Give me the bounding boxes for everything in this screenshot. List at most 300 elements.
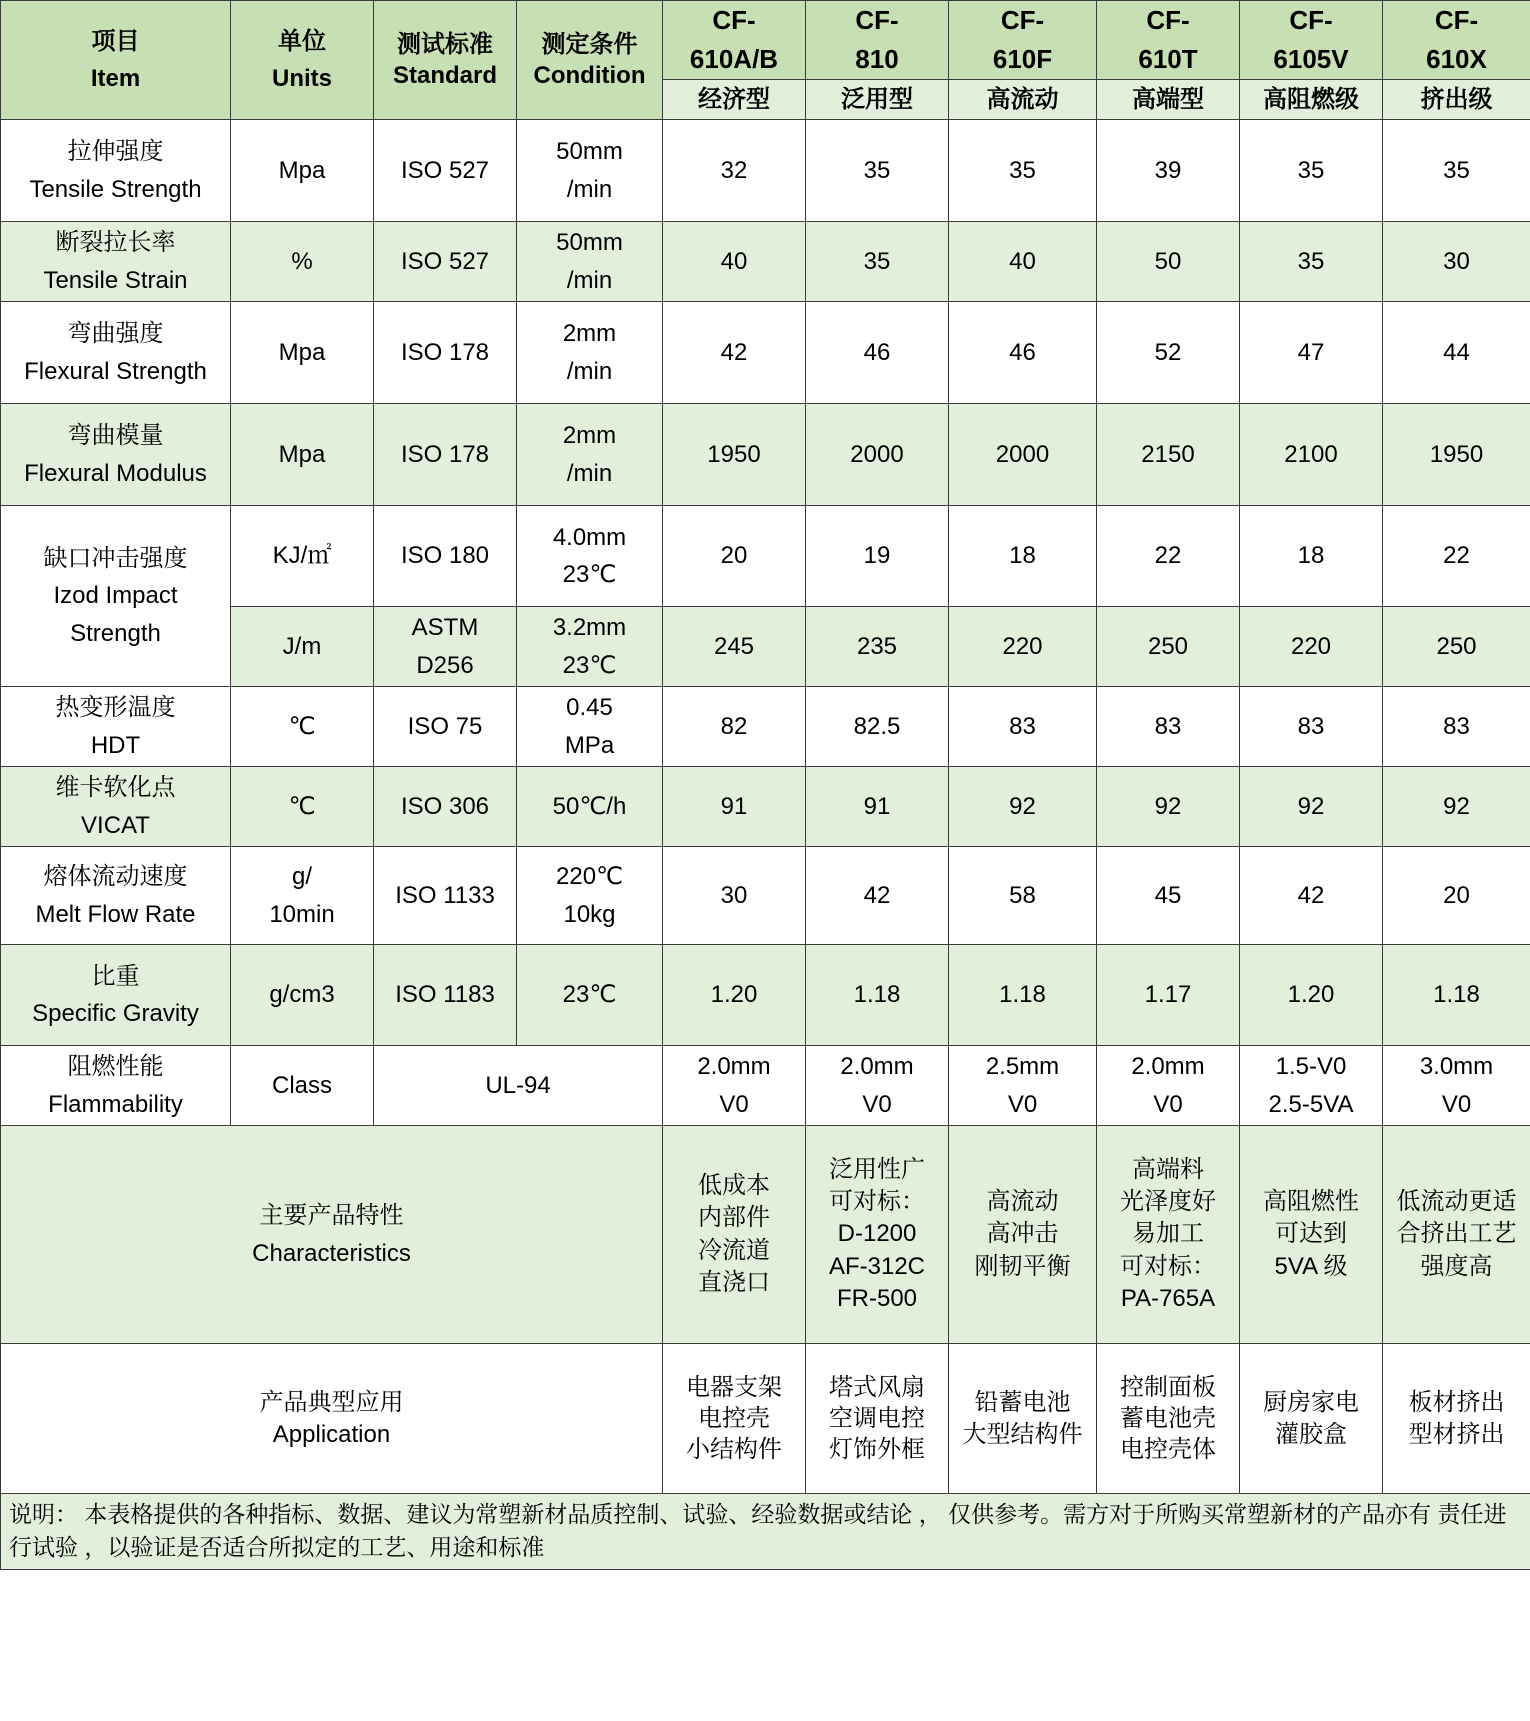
- standard-cell: [374, 120, 517, 222]
- cell-text: 610A/B: [689, 44, 779, 74]
- value-cell: [806, 222, 949, 302]
- cell-text: Item: [90, 65, 141, 92]
- header-product-code: [806, 1, 949, 80]
- value-cell: [1240, 687, 1383, 767]
- cell-text: 40: [720, 247, 748, 275]
- cell-text: 83: [1297, 712, 1325, 740]
- property-row: [1, 222, 1530, 302]
- header-product-grade: [1097, 80, 1240, 120]
- cell-text: 220℃: [556, 863, 623, 891]
- condition-cell: [517, 687, 663, 767]
- cell-text: Standard: [392, 62, 497, 89]
- cell-text: 92: [1443, 792, 1470, 820]
- cell-text: 测试标准: [397, 30, 493, 58]
- cell-text: Specific Gravity: [32, 1000, 199, 1027]
- cell-text: 高端型: [1132, 85, 1204, 113]
- value-cell: [663, 404, 806, 506]
- cell-text: 灯饰外框: [829, 1436, 925, 1464]
- header-units: [231, 1, 374, 120]
- cell-text: 22: [1443, 542, 1470, 570]
- value-cell: [1097, 945, 1240, 1046]
- cell-text: 39: [1154, 156, 1182, 184]
- cell-text: 测定条件: [541, 30, 638, 58]
- cell-text: 46: [1009, 338, 1036, 366]
- cell-text: 电器支架: [686, 1373, 782, 1401]
- characteristics-cell: [1097, 1126, 1240, 1344]
- cell-text: 弯曲模量: [67, 422, 164, 450]
- value-cell: [1383, 222, 1530, 302]
- condition-cell: [517, 847, 663, 945]
- unit-cell: [231, 506, 374, 607]
- cell-text: ISO 527: [400, 247, 490, 275]
- value-cell: [1383, 120, 1530, 222]
- value-cell: [1383, 607, 1530, 687]
- value-cell: [1383, 767, 1530, 847]
- cell-text: 熔体流动速度: [43, 863, 188, 891]
- property-row: [1, 120, 1530, 222]
- property-name: [1, 847, 231, 945]
- cell-text: 82: [720, 712, 748, 740]
- cell-text: 可达到: [1275, 1220, 1347, 1248]
- cell-text: CF-: [1146, 5, 1190, 35]
- cell-text: 灌胶盒: [1275, 1420, 1347, 1448]
- value-cell: [949, 120, 1097, 222]
- cell-text: Mpa: [278, 440, 326, 468]
- value-cell: [949, 222, 1097, 302]
- cell-text: 大型结构件: [962, 1420, 1083, 1448]
- value-cell: [949, 847, 1097, 945]
- value-cell: [949, 404, 1097, 506]
- standard-cell: [374, 847, 517, 945]
- cell-text: 高端料: [1132, 1155, 1204, 1183]
- condition-cell: [517, 945, 663, 1046]
- cell-text: 电控壳体: [1120, 1436, 1216, 1464]
- cell-text: /min: [566, 266, 613, 294]
- cell-text: 低流动更适: [1396, 1187, 1517, 1215]
- value-cell: [949, 945, 1097, 1046]
- unit-cell: [231, 222, 374, 302]
- cell-text: 0.45: [566, 694, 613, 722]
- cell-text: 30: [720, 881, 748, 909]
- value-cell: [949, 767, 1097, 847]
- characteristics-cell: [949, 1126, 1097, 1344]
- value-cell: [1383, 404, 1530, 506]
- value-cell: [663, 945, 806, 1046]
- cell-text: CF-: [855, 5, 899, 35]
- cell-text: 18: [1297, 542, 1325, 570]
- standard-cell: [374, 767, 517, 847]
- cell-text: 83: [1154, 712, 1182, 740]
- header-product-code: [663, 1, 806, 80]
- cell-text: ISO 1183: [395, 981, 495, 1009]
- cell-text: 35: [863, 247, 891, 275]
- cell-text: 50mm: [556, 138, 623, 166]
- value-cell: [663, 222, 806, 302]
- value-cell: [663, 767, 806, 847]
- cell-text: 4.0mm: [552, 523, 627, 551]
- cell-text: g/cm3: [269, 981, 335, 1009]
- value-cell: [663, 847, 806, 945]
- unit-cell: [231, 1046, 374, 1126]
- value-cell: [806, 607, 949, 687]
- value-cell: [1240, 1046, 1383, 1126]
- value-cell: [1097, 404, 1240, 506]
- cell-text: V0: [1007, 1090, 1038, 1118]
- cell-text: 83: [1443, 712, 1470, 740]
- cell-text: 1.17: [1144, 981, 1192, 1009]
- cell-text: 经济型: [698, 85, 770, 113]
- property-row: [1, 302, 1530, 404]
- cell-text: 5VA 级: [1274, 1252, 1348, 1280]
- cell-text: 比重: [91, 962, 140, 990]
- standard-cell: [374, 945, 517, 1046]
- cell-text: 42: [863, 881, 891, 909]
- cell-text: 3.2mm: [552, 614, 627, 642]
- condition-cell: [517, 607, 663, 687]
- cell-text: KJ/㎡: [272, 542, 332, 570]
- header-product-code: [1097, 1, 1240, 80]
- cell-text: Class: [271, 1071, 332, 1099]
- cell-text: V0: [862, 1090, 892, 1118]
- standard-cell: [374, 1046, 663, 1126]
- cell-text: 1.5-V0: [1275, 1053, 1347, 1081]
- cell-text: 20: [1443, 881, 1470, 909]
- property-name: [1, 302, 231, 404]
- condition-cell: [517, 120, 663, 222]
- cell-text: 强度高: [1420, 1252, 1493, 1280]
- cell-text: 10min: [269, 900, 335, 928]
- value-cell: [1383, 687, 1530, 767]
- cell-text: 46: [863, 338, 891, 366]
- characteristics-label: [1, 1126, 663, 1344]
- cell-text: FR-500: [836, 1285, 918, 1313]
- standard-cell: [374, 506, 517, 607]
- value-cell: [1097, 847, 1240, 945]
- cell-text: Tensile Strain: [43, 266, 188, 294]
- unit-cell: [231, 945, 374, 1046]
- condition-cell: [517, 767, 663, 847]
- value-cell: [1240, 847, 1383, 945]
- cell-text: Flexural Modulus: [24, 459, 207, 487]
- application-label: [1, 1344, 663, 1494]
- property-row: [1, 607, 1530, 687]
- value-cell: [1097, 222, 1240, 302]
- cell-text: V0: [1441, 1090, 1472, 1118]
- cell-text: %: [291, 247, 313, 275]
- cell-text: 245: [713, 632, 755, 660]
- characteristics-cell: [1240, 1126, 1383, 1344]
- cell-text: 18: [1009, 542, 1036, 570]
- value-cell: [663, 1046, 806, 1126]
- value-cell: [1097, 1046, 1240, 1126]
- cell-text: /min: [566, 459, 613, 487]
- cell-text: 92: [1154, 792, 1182, 820]
- cell-text: 91: [720, 792, 748, 820]
- condition-cell: [517, 404, 663, 506]
- header-product-grade: [1240, 80, 1383, 120]
- value-cell: [1383, 1046, 1530, 1126]
- standard-cell: [374, 607, 517, 687]
- property-name: [1, 687, 231, 767]
- cell-text: D256: [416, 651, 474, 679]
- cell-text: Application: [272, 1420, 391, 1448]
- cell-text: 19: [863, 542, 891, 570]
- value-cell: [663, 120, 806, 222]
- cell-text: /min: [566, 175, 613, 203]
- cell-text: 光泽度好: [1120, 1187, 1216, 1215]
- cell-text: 拉伸强度: [67, 138, 164, 166]
- cell-text: 20: [720, 542, 748, 570]
- property-row: [1, 767, 1530, 847]
- cell-text: 35: [1009, 156, 1036, 184]
- header-product-grade: [1383, 80, 1530, 120]
- value-cell: [1383, 847, 1530, 945]
- cell-text: 电控壳: [698, 1404, 770, 1432]
- cell-text: 23℃: [562, 981, 617, 1009]
- standard-cell: [374, 302, 517, 404]
- cell-text: 42: [1297, 881, 1325, 909]
- cell-text: 1.20: [710, 981, 758, 1009]
- property-name: [1, 404, 231, 506]
- cell-text: 1.18: [853, 981, 901, 1009]
- cell-text: 92: [1297, 792, 1325, 820]
- cell-text: 阻燃性能: [67, 1053, 164, 1081]
- cell-text: g/: [291, 863, 312, 891]
- header-item: [1, 1, 231, 120]
- header-product-grade: [663, 80, 806, 120]
- cell-text: 2mm: [562, 320, 617, 348]
- cell-text: ℃: [288, 792, 316, 820]
- cell-text: 2mm: [562, 422, 617, 450]
- cell-text: CF-: [712, 5, 756, 35]
- header-product-grade: [949, 80, 1097, 120]
- cell-text: 52: [1154, 338, 1182, 366]
- value-cell: [1097, 120, 1240, 222]
- property-name: [1, 120, 231, 222]
- cell-text: 低成本: [698, 1171, 770, 1199]
- cell-text: V0: [719, 1090, 749, 1118]
- cell-text: 44: [1443, 338, 1470, 366]
- cell-text: 82.5: [853, 712, 901, 740]
- cell-text: 小结构件: [686, 1436, 782, 1464]
- unit-cell: [231, 847, 374, 945]
- cell-text: 2.0mm: [1131, 1053, 1205, 1081]
- application-cell: [806, 1344, 949, 1494]
- cell-text: 92: [1009, 792, 1036, 820]
- cell-text: 塔式风扇: [829, 1373, 925, 1401]
- cell-text: 50mm: [556, 229, 623, 257]
- cell-text: Melt Flow Rate: [35, 900, 196, 928]
- header-standard: [374, 1, 517, 120]
- value-cell: [806, 945, 949, 1046]
- value-cell: [806, 506, 949, 607]
- cell-text: 47: [1297, 338, 1325, 366]
- value-cell: [806, 120, 949, 222]
- value-cell: [1240, 302, 1383, 404]
- cell-text: 高阻燃性: [1263, 1187, 1359, 1215]
- cell-text: D-1200: [837, 1220, 917, 1248]
- property-name: [1, 506, 231, 687]
- cell-text: 35: [1297, 156, 1325, 184]
- cell-text: Tensile Strength: [29, 175, 202, 203]
- cell-text: UL-94: [485, 1071, 551, 1099]
- cell-text: Units: [272, 65, 332, 92]
- cell-text: 铅蓄电池: [974, 1389, 1071, 1417]
- cell-text: 断裂拉长率: [55, 229, 176, 257]
- cell-text: 板材挤出: [1408, 1389, 1505, 1417]
- cell-text: 83: [1009, 712, 1036, 740]
- cell-text: 厨房家电: [1263, 1389, 1359, 1417]
- cell-text: ISO 527: [400, 156, 490, 184]
- cell-text: 高流动: [986, 1187, 1059, 1215]
- header-condition: [517, 1, 663, 120]
- cell-text: CF-: [1289, 5, 1333, 35]
- cell-text: ISO 178: [400, 338, 490, 366]
- standard-cell: [374, 404, 517, 506]
- cell-text: 可对标：: [1120, 1252, 1216, 1280]
- cell-text: 易加工: [1132, 1220, 1204, 1248]
- cell-text: 弯曲强度: [67, 320, 164, 348]
- cell-text: 810: [855, 44, 899, 74]
- cell-text: 2.5mm: [985, 1053, 1060, 1081]
- cell-text: 单位: [278, 27, 326, 55]
- property-name: [1, 222, 231, 302]
- cell-text: Mpa: [278, 338, 326, 366]
- cell-text: Condition: [533, 62, 646, 89]
- characteristics-cell: [663, 1126, 806, 1344]
- cell-text: MPa: [564, 731, 615, 759]
- value-cell: [806, 404, 949, 506]
- value-cell: [806, 687, 949, 767]
- cell-text: 挤出级: [1420, 85, 1493, 113]
- cell-text: V0: [1153, 1090, 1183, 1118]
- cell-text: 直浇口: [698, 1268, 770, 1296]
- cell-text: 610F: [992, 44, 1053, 74]
- value-cell: [1383, 506, 1530, 607]
- cell-text: 控制面板: [1120, 1373, 1216, 1401]
- unit-cell: [231, 607, 374, 687]
- value-cell: [663, 506, 806, 607]
- cell-text: 说明： 本表格提供的各种指标、数据、建议为常塑新材品质控制、试验、经验数据或结论 ， 仅供参考。需方对于所购买常塑新材的产品亦有 责任进行试验 ，以验证是否适合所拟定的工艺、用途和标准: [9, 1501, 1507, 1561]
- header-row: [1, 1, 1530, 80]
- condition-cell: [517, 506, 663, 607]
- cell-text: ISO 1133: [395, 881, 495, 909]
- header-product-code: [1240, 1, 1383, 80]
- value-cell: [1240, 222, 1383, 302]
- application-cell: [949, 1344, 1097, 1494]
- cell-text: 2000: [850, 440, 904, 468]
- cell-text: ISO 75: [407, 712, 483, 740]
- cell-text: 维卡软化点: [55, 774, 176, 802]
- cell-text: ISO 178: [400, 440, 490, 468]
- cell-text: 58: [1009, 881, 1036, 909]
- cell-text: 42: [720, 338, 748, 366]
- cell-text: 高流动: [986, 85, 1059, 113]
- cell-text: Strength: [70, 619, 161, 647]
- characteristics-row: [1, 1126, 1530, 1344]
- property-name: [1, 767, 231, 847]
- unit-cell: [231, 120, 374, 222]
- cell-text: 91: [863, 792, 891, 820]
- value-cell: [1097, 506, 1240, 607]
- value-cell: [806, 1046, 949, 1126]
- cell-text: 合挤出工艺: [1396, 1220, 1517, 1248]
- cell-text: J/m: [282, 632, 322, 660]
- cell-text: 热变形温度: [55, 694, 176, 722]
- cell-text: 250: [1436, 632, 1477, 660]
- cell-text: 高阻燃级: [1263, 85, 1359, 113]
- value-cell: [1240, 506, 1383, 607]
- cell-text: 泛用型: [841, 85, 913, 113]
- value-cell: [1240, 767, 1383, 847]
- cell-text: 空调电控: [829, 1404, 925, 1432]
- cell-text: 高冲击: [986, 1220, 1059, 1248]
- cell-text: 6105V: [1273, 44, 1349, 74]
- value-cell: [663, 687, 806, 767]
- value-cell: [806, 767, 949, 847]
- cell-text: 235: [856, 632, 898, 660]
- value-cell: [1383, 945, 1530, 1046]
- cell-text: 蓄电池壳: [1120, 1404, 1216, 1432]
- cell-text: 内部件: [698, 1204, 770, 1232]
- unit-cell: [231, 302, 374, 404]
- cell-text: 冷流道: [698, 1236, 770, 1264]
- value-cell: [806, 847, 949, 945]
- cell-text: 1950: [707, 440, 761, 468]
- characteristics-cell: [806, 1126, 949, 1344]
- standard-cell: [374, 687, 517, 767]
- value-cell: [1097, 607, 1240, 687]
- unit-cell: [231, 687, 374, 767]
- application-cell: [663, 1344, 806, 1494]
- value-cell: [1240, 607, 1383, 687]
- value-cell: [806, 302, 949, 404]
- standard-cell: [374, 222, 517, 302]
- cell-text: 可对标：: [829, 1187, 925, 1215]
- cell-text: ℃: [288, 712, 316, 740]
- application-cell: [1383, 1344, 1530, 1494]
- cell-text: 610X: [1426, 44, 1487, 74]
- cell-text: 23℃: [562, 561, 617, 588]
- cell-text: 610T: [1138, 44, 1198, 74]
- cell-text: 型材挤出: [1408, 1420, 1505, 1448]
- cell-text: 项目: [91, 27, 140, 55]
- cell-text: HDT: [90, 731, 141, 759]
- cell-text: Izod Impact: [53, 582, 178, 610]
- cell-text: Flexural Strength: [24, 357, 207, 385]
- cell-text: 40: [1009, 247, 1036, 275]
- value-cell: [663, 302, 806, 404]
- property-name: [1, 1046, 231, 1126]
- value-cell: [949, 506, 1097, 607]
- cell-text: 35: [863, 156, 891, 184]
- cell-text: 45: [1154, 881, 1182, 909]
- cell-text: CF-: [1434, 5, 1479, 35]
- header-product-code: [949, 1, 1097, 80]
- cell-text: 3.0mm: [1419, 1053, 1494, 1081]
- cell-text: 1.18: [1433, 981, 1480, 1009]
- disclaimer-note: [1, 1494, 1530, 1570]
- property-row: [1, 1046, 1530, 1126]
- value-cell: [1240, 404, 1383, 506]
- cell-text: /min: [566, 357, 613, 385]
- characteristics-cell: [1383, 1126, 1530, 1344]
- note-row: [1, 1494, 1530, 1570]
- cell-text: CF-: [1000, 5, 1045, 35]
- cell-text: 1.20: [1287, 981, 1335, 1009]
- value-cell: [949, 302, 1097, 404]
- property-row: [1, 945, 1530, 1046]
